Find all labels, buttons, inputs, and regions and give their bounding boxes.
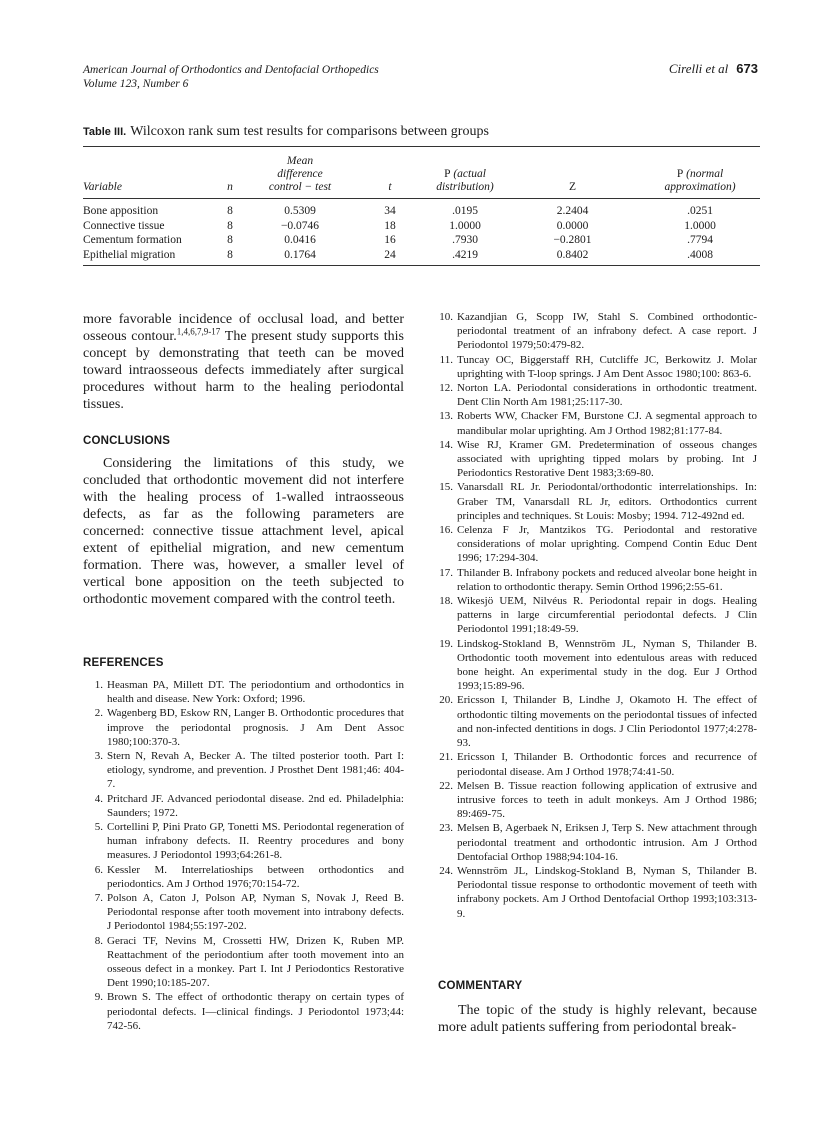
authors: Cirelli et al (668, 61, 729, 76)
header-mean-difference (245, 155, 355, 194)
header-t: t (388, 181, 392, 193)
table-title: Wilcoxon rank sum test results for comparisons between groups (130, 124, 489, 139)
reference-item (437, 409, 757, 437)
reference-item (437, 693, 757, 750)
references-heading: REFERENCES (83, 657, 164, 669)
reference-number: 4. (94, 792, 103, 805)
citation-superscript: 1,4,6,7,9-17 (176, 326, 221, 337)
reference-text: Wagenberg BD, Eskow RN, Langer B. Orthodontic procedures that improve the periodontal prognosis. J Am Dent Assoc 1980;100:370-3. (107, 707, 404, 748)
reference-text: Lindskog-Stokland B, Wennström JL, Nyman S, Thilander B. Orthodontic tooth movement into edentulous areas with reduced bone height. An experimental study in the dog. Eur J Orthod 1993;15:89-96. (457, 637, 757, 693)
cell-variable: Connective tissue (83, 219, 165, 232)
cell-p-actual: .7930 (452, 234, 478, 246)
page-number: 673 (736, 61, 758, 76)
references-list-right (437, 310, 757, 921)
reference-text: Ericsson I, Thilander B, Lindhe J, Okamoto H. The effect of orthodontic tilting movements on the periodontal tissues of infected and non-infected dentitions in dogs. J Clin Periodontol 1977;4:278-93. (457, 694, 757, 750)
reference-item (87, 934, 404, 991)
journal-name: American Journal of Orthodontics and Dentofacial Orthopedics (83, 64, 379, 76)
header-p-normal (640, 168, 760, 194)
table-row (83, 248, 760, 263)
reference-number: 15. (439, 481, 453, 494)
reference-item (437, 523, 757, 566)
cell-variable: Cementum formation (83, 234, 182, 246)
reference-text: Polson A, Caton J, Polson AP, Nyman S, Novak J, Reed B. Periodontal response after tooth movement into intrabony defects. J Periodontol 1984;55:197-202. (107, 892, 404, 933)
reference-number: 19. (439, 637, 453, 650)
header-p-normal-line2: approximation) (664, 181, 736, 193)
cell-variable: Bone apposition (83, 205, 159, 217)
reference-text: Thilander B. Infrabony pockets and reduced alveolar bone height in relation to orthodontic therapy. Semin Orthod 1996;2:55-61. (457, 566, 757, 593)
reference-number: 20. (439, 694, 453, 707)
reference-number: 22. (439, 779, 453, 792)
reference-item (437, 353, 757, 381)
header-mean-line2: difference (277, 168, 323, 180)
header-p-actual-line1: (actual (453, 168, 486, 180)
header-p-normal-line1: (normal (686, 168, 724, 180)
commentary-paragraph: The topic of the study is highly relevant, because more adult patients suffering from periodontal break- (438, 1003, 757, 1036)
reference-text: Cortellini P, Pini Prato GP, Tonetti MS. Periodontal regeneration of human infrabony defects. II. Reentry procedures and bony measures. J Periodontol 1993;64:261-8. (107, 821, 404, 862)
header-p-normal-p: P (676, 168, 684, 180)
cell-p-normal: .7794 (687, 234, 713, 246)
header-mean-line1: Mean (286, 155, 314, 167)
cell-n: 8 (227, 234, 233, 246)
commentary-heading: COMMENTARY (438, 980, 523, 992)
header-p-actual-p: P (444, 168, 451, 180)
header-p-actual (425, 168, 505, 194)
reference-number: 3. (94, 750, 103, 763)
cell-p-actual: 1.0000 (449, 219, 481, 232)
reference-number: 16. (439, 524, 453, 537)
reference-text: Norton LA. Periodontal considerations in orthodontic treatment. Dent Clin North Am 1981;25:117-30. (457, 382, 757, 409)
reference-number: 7. (94, 892, 103, 905)
cell-z: 0.0000 (556, 219, 589, 232)
reference-text: Melsen B. Tissue reaction following application of extrusive and intrusive forces to teeth in adult monkeys. Am J Orthod 1986; 89:469-75. (457, 779, 757, 821)
table-row (83, 219, 760, 234)
reference-number: 11. (439, 353, 453, 366)
page-header-right (669, 62, 758, 76)
cell-z: 2.2404 (556, 205, 589, 217)
reference-number: 14. (439, 438, 453, 451)
reference-item (87, 678, 404, 706)
reference-item (437, 438, 757, 481)
commentary-body (438, 1002, 757, 1036)
reference-item (437, 594, 757, 637)
conclusions-heading: CONCLUSIONS (83, 434, 171, 447)
running-header (83, 63, 379, 91)
reference-item (87, 792, 404, 820)
reference-text: Wise RJ, Kramer GM. Predetermination of osseous changes associated with uprighting tipped molars by probing. Int J Periodontics Restorative Dent 1983;3:69-80. (457, 438, 757, 480)
table-row (83, 233, 760, 248)
cell-p-actual: .4219 (452, 248, 478, 261)
reference-text: Melsen B, Agerbaek N, Eriksen J, Terp S. New attachment through periodontal treatment and orthodontic intrusion. Am J Orthod Dentofacial Orthop 1988;94:104-16. (457, 822, 757, 863)
reference-item (437, 566, 757, 594)
left-column-body (83, 311, 404, 609)
reference-text: Ericsson I, Thilander B. Orthodontic forces and recurrence of periodontal disease. Am J Orthod 1978;74:41-50. (457, 751, 757, 778)
reference-text: Heasman PA, Millett DT. The periodontium and orthodontics in health and disease. New York: Oxford; 1996. (107, 679, 404, 706)
paragraph-text: The present study supports this concept by demonstrating that teeth can be moved toward intraosseous defects immediately after surgical procedures without harm to the healing periodontal tissues. (83, 329, 404, 413)
cell-t: 18 (384, 219, 396, 232)
paragraph-text: more favorable incidence of occlusal load, and better osseous contour. (83, 312, 404, 345)
reference-item (87, 990, 404, 1033)
reference-number: 5. (94, 821, 103, 834)
reference-number: 2. (94, 707, 103, 720)
reference-text: Kazandjian G, Scopp IW, Stahl S. Combined orthodontic-periodontal treatment of an infrabony defect. A case report. J Periodontol 1979;50:479-82. (457, 311, 757, 352)
reference-item (437, 381, 757, 409)
cell-n: 8 (227, 205, 233, 217)
reference-number: 17. (439, 566, 453, 579)
reference-number: 13. (439, 410, 453, 423)
cell-t: 34 (384, 205, 396, 217)
reference-number: 8. (94, 934, 103, 947)
reference-text: Wennström JL, Lindskog-Stokland B, Nyman S, Thilander B. Periodontal tissue response to orthodontic movement of teeth with infrabony pockets. Am J Orthod Dentofacial Orthop 1993;103:313-9. (457, 864, 757, 920)
reference-item (87, 863, 404, 891)
journal-volume: Volume 123, Number 6 (83, 78, 189, 90)
reference-number: 12. (439, 382, 453, 395)
header-p-actual-line2: distribution) (436, 181, 494, 193)
table-row (83, 204, 760, 219)
reference-number: 9. (94, 991, 103, 1004)
reference-item (437, 480, 757, 523)
cell-mean: 0.1764 (284, 248, 316, 261)
cell-t: 24 (384, 248, 396, 261)
reference-text: Roberts WW, Chacker FM, Burstone CJ. A segmental approach to mandibular molar uprighting. Am J Orthod 1982;81:177-84. (457, 410, 757, 437)
reference-text: Stern N, Revah A, Becker A. The tilted posterior tooth. Part I: etiology, syndrome, and prevention. J Prosthet Dent 1981;46: 404-7. (107, 750, 404, 791)
reference-item (87, 891, 404, 934)
reference-item (437, 750, 757, 778)
reference-text: Tuncay OC, Biggerstaff RH, Cutcliffe JC, Berkowitz J. Molar uprighting with T-loop springs. J Am Dent Assoc 1980;100: 863-6. (457, 353, 757, 380)
reference-number: 10. (439, 311, 453, 323)
reference-item (437, 637, 757, 694)
reference-number: 21. (439, 751, 453, 764)
cell-p-normal: 1.0000 (684, 219, 716, 232)
cell-n: 8 (227, 248, 233, 261)
reference-item (437, 310, 757, 353)
reference-number: 24. (439, 864, 453, 877)
reference-number: 1. (94, 679, 103, 691)
cell-mean: 0.0416 (284, 234, 316, 246)
reference-text: Brown S. The effect of orthodontic therapy on certain types of periodontal defects. I—clinical findings. J Periodontol 1973;44: 742-56. (107, 991, 404, 1032)
reference-item (437, 821, 757, 864)
reference-text: Pritchard JF. Advanced periodontal disease. 2nd ed. Philadelphia: Saunders; 1972. (107, 792, 404, 819)
results-table (83, 146, 760, 266)
table-header-row (83, 147, 760, 198)
reference-text: Celenza F Jr, Mantzikos TG. Periodontal and restorative considerations of molar uprighting. Compend Contin Educ Dent 1996; 17:294-304. (457, 524, 757, 565)
cell-mean: 0.5309 (284, 205, 316, 217)
cell-p-actual: .0195 (452, 205, 478, 217)
reference-number: 18. (439, 595, 453, 608)
table-bottom-rule (83, 265, 760, 266)
reference-number: 23. (439, 822, 453, 835)
reference-item (87, 706, 404, 749)
cell-t: 16 (384, 234, 396, 246)
reference-item (437, 779, 757, 822)
header-n: n (227, 181, 233, 193)
header-mean-line3: control − test (268, 181, 332, 193)
reference-number: 6. (94, 863, 103, 876)
table-body (83, 199, 760, 265)
cell-z: −0.2801 (553, 234, 592, 246)
reference-item (87, 820, 404, 863)
conclusions-paragraph: Considering the limitations of this study, we concluded that orthodontic movement did not interfere with the healing process of 1-walled intraosseous defects, as far as the following parameters are concerned: connective tissue attachment level, apical extent of epithelial migration, and new cementum formation. There was, however, a smaller level of vertical bone apposition on the teeth subjected to orthodontic movement compared with the control teeth. (83, 455, 404, 608)
cell-n: 8 (227, 219, 233, 232)
header-variable: Variable (83, 181, 122, 193)
reference-item (437, 864, 757, 921)
cell-variable: Epithelial migration (83, 248, 176, 261)
header-z: Z (568, 181, 577, 193)
discussion-paragraph (83, 311, 404, 414)
references-list-left (87, 678, 404, 1033)
table-label: Table III. (83, 126, 127, 138)
cell-mean: −0.0746 (280, 219, 320, 232)
reference-text: Wikesjö UEM, Nilvéus R. Periodontal repair in dogs. Healing patterns in large circumferential periodontal defects. J Clin Periodontol 1991;18:49-59. (457, 595, 757, 636)
cell-p-normal: .0251 (687, 205, 713, 217)
table-caption (83, 124, 489, 140)
reference-text: Geraci TF, Nevins M, Crossetti HW, Drizen K, Ruben MP. Reattachment of the periodontium after tooth movement into an osseous defect in a monkey. Part I. Int J Periodontics Restorative Dent 1990;10:185-207. (107, 934, 404, 990)
reference-item (87, 749, 404, 792)
reference-text: Kessler M. Interrelatioships between orthodontics and periodontics. Am J Orthod 1976;70:154-72. (107, 863, 404, 890)
cell-z: 0.8402 (556, 248, 589, 261)
reference-text: Vanarsdall RL Jr. Periodontal/orthodontic interrelationships. In: Graber TM, Vanarsdall RL Jr, editors. Orthodontics current principles and techniques. St Louis: Mosby; 1994. 712-492nd ed. (457, 481, 757, 522)
cell-p-normal: .4008 (687, 248, 713, 261)
